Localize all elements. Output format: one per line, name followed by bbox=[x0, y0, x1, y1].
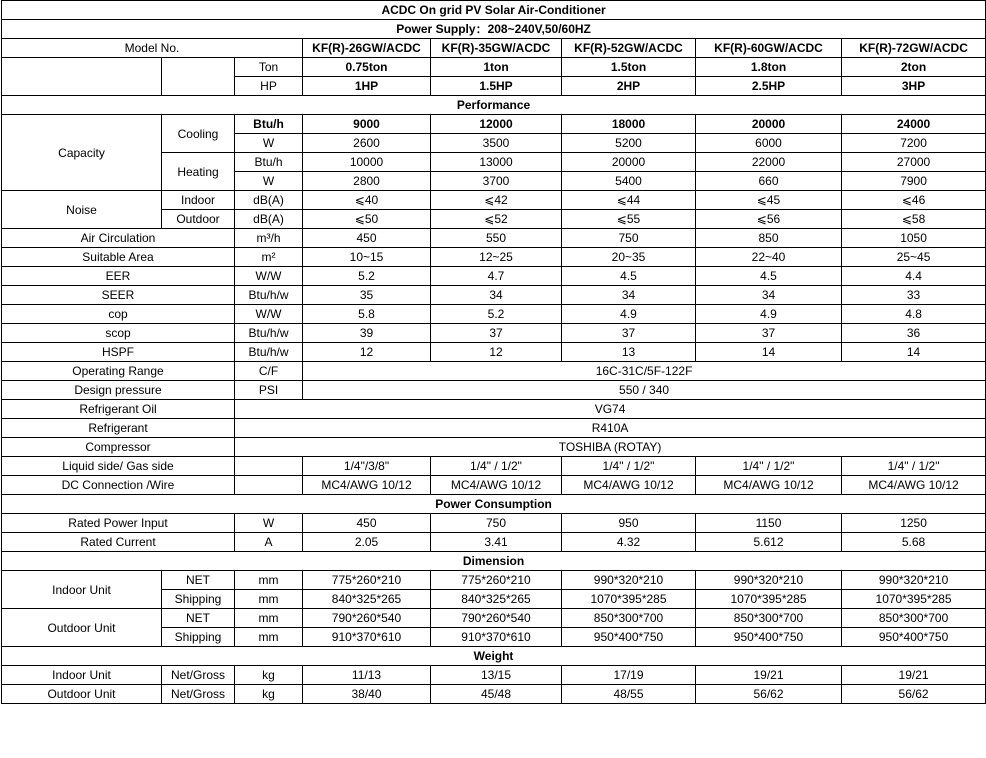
value-cell: MC4/AWG 10/12 bbox=[562, 476, 696, 495]
value-cell: ⩽45 bbox=[696, 191, 842, 210]
unit-cell: W bbox=[235, 134, 303, 153]
refrigerant-row bbox=[2, 419, 986, 438]
value-cell: 20000 bbox=[696, 115, 842, 134]
value-cell: 13/15 bbox=[431, 666, 562, 685]
value-cell: 34 bbox=[562, 286, 696, 305]
unit-cell: W/W bbox=[235, 267, 303, 286]
value-cell: 6000 bbox=[696, 134, 842, 153]
ton-value: 1.8ton bbox=[696, 58, 842, 77]
value-cell: 790*260*540 bbox=[431, 609, 562, 628]
unit-cell: kg bbox=[235, 685, 303, 704]
value-cell: 950*400*750 bbox=[696, 628, 842, 647]
value-cell: 775*260*210 bbox=[303, 571, 431, 590]
unit-cell: mm bbox=[235, 571, 303, 590]
value-cell: 12000 bbox=[431, 115, 562, 134]
row-label: Air Circulation bbox=[2, 229, 235, 248]
value-cell: ⩽50 bbox=[303, 210, 431, 229]
value-cell: MC4/AWG 10/12 bbox=[303, 476, 431, 495]
value-cell: 775*260*210 bbox=[431, 571, 562, 590]
value-cell: 45/48 bbox=[431, 685, 562, 704]
value-cell: 35 bbox=[303, 286, 431, 305]
noise-outdoor-label: Outdoor bbox=[162, 210, 235, 229]
hspf-row bbox=[2, 343, 986, 362]
unit-cell: mm bbox=[235, 609, 303, 628]
value-cell: 36 bbox=[842, 324, 986, 343]
value-cell: 56/62 bbox=[696, 685, 842, 704]
weight-indoor-row bbox=[2, 666, 986, 685]
seer-row bbox=[2, 286, 986, 305]
value-cell: 850*300*700 bbox=[562, 609, 696, 628]
unit-cell: m³/h bbox=[235, 229, 303, 248]
model-row bbox=[2, 39, 986, 58]
row-label: Compressor bbox=[2, 438, 235, 457]
value-cell: ⩽46 bbox=[842, 191, 986, 210]
row-label: HSPF bbox=[2, 343, 235, 362]
rated-current-row bbox=[2, 533, 986, 552]
value-cell: 5.612 bbox=[696, 533, 842, 552]
value-cell: 37 bbox=[431, 324, 562, 343]
section-heading: Dimension bbox=[2, 552, 986, 571]
value-cell: ⩽52 bbox=[431, 210, 562, 229]
title-row bbox=[2, 1, 986, 20]
section-heading: Performance bbox=[2, 96, 986, 115]
value-cell: 2800 bbox=[303, 172, 431, 191]
row-label: Liquid side/ Gas side bbox=[2, 457, 235, 476]
value-cell: 850*300*700 bbox=[696, 609, 842, 628]
unit-cell: W bbox=[235, 172, 303, 191]
value-cell: 750 bbox=[562, 229, 696, 248]
noise-label: Noise bbox=[2, 191, 162, 229]
unit-cell: dB(A) bbox=[235, 191, 303, 210]
unit-cell: mm bbox=[235, 628, 303, 647]
section-heading: Weight bbox=[2, 647, 986, 666]
value-cell: 5.2 bbox=[303, 267, 431, 286]
indoor-unit-label: Indoor Unit bbox=[2, 571, 162, 609]
unit-cell: Btu/h bbox=[235, 153, 303, 172]
value-cell: 990*320*210 bbox=[562, 571, 696, 590]
suitable-area-row bbox=[2, 248, 986, 267]
net-label: NET bbox=[162, 571, 235, 590]
ton-value: 1.5ton bbox=[562, 58, 696, 77]
model-name: KF(R)-52GW/ACDC bbox=[562, 39, 696, 58]
indoor-net-row bbox=[2, 571, 986, 590]
operating-range-row bbox=[2, 362, 986, 381]
model-label: Model No. bbox=[2, 39, 303, 58]
unit-cell: mm bbox=[235, 590, 303, 609]
value-cell: 12 bbox=[431, 343, 562, 362]
value-cell: 450 bbox=[303, 229, 431, 248]
value-cell: MC4/AWG 10/12 bbox=[696, 476, 842, 495]
row-label: cop bbox=[2, 305, 235, 324]
ton-value: 1ton bbox=[431, 58, 562, 77]
value-cell: 1/4" / 1/2" bbox=[842, 457, 986, 476]
value-cell: 5.2 bbox=[431, 305, 562, 324]
value-cell: 13 bbox=[562, 343, 696, 362]
value-cell: 990*320*210 bbox=[842, 571, 986, 590]
unit-cell: Btu/h/w bbox=[235, 343, 303, 362]
section-performance bbox=[2, 96, 986, 115]
value-cell: 2600 bbox=[303, 134, 431, 153]
value-cell: 750 bbox=[431, 514, 562, 533]
value-cell: 550 bbox=[431, 229, 562, 248]
value-cell: 790*260*540 bbox=[303, 609, 431, 628]
value-cell: 4.7 bbox=[431, 267, 562, 286]
value-cell: 1050 bbox=[842, 229, 986, 248]
power-supply-row bbox=[2, 20, 986, 39]
value-cell: 10000 bbox=[303, 153, 431, 172]
value-cell: ⩽44 bbox=[562, 191, 696, 210]
value-cell: 37 bbox=[696, 324, 842, 343]
value-cell: 19/21 bbox=[696, 666, 842, 685]
value-cell: 24000 bbox=[842, 115, 986, 134]
value-cell: 4.5 bbox=[696, 267, 842, 286]
value-cell: ⩽56 bbox=[696, 210, 842, 229]
capacity-label: Capacity bbox=[2, 115, 162, 191]
section-power-consumption bbox=[2, 495, 986, 514]
ton-row bbox=[2, 58, 986, 77]
value-cell: 11/13 bbox=[303, 666, 431, 685]
scop-row bbox=[2, 324, 986, 343]
row-label: Suitable Area bbox=[2, 248, 235, 267]
value-cell: 1250 bbox=[842, 514, 986, 533]
row-label: EER bbox=[2, 267, 235, 286]
value-cell: 840*325*265 bbox=[431, 590, 562, 609]
row-label: SEER bbox=[2, 286, 235, 305]
value-cell: 14 bbox=[842, 343, 986, 362]
value-cell: 1150 bbox=[696, 514, 842, 533]
value-cell: 34 bbox=[431, 286, 562, 305]
value-cell: 1/4"/3/8" bbox=[303, 457, 431, 476]
sub-label: Net/Gross bbox=[162, 666, 235, 685]
value-cell: 3700 bbox=[431, 172, 562, 191]
cop-row bbox=[2, 305, 986, 324]
eer-row bbox=[2, 267, 986, 286]
shipping-label: Shipping bbox=[162, 590, 235, 609]
value-cell: 22~40 bbox=[696, 248, 842, 267]
value-cell: 990*320*210 bbox=[696, 571, 842, 590]
value-cell: 7900 bbox=[842, 172, 986, 191]
section-dimension bbox=[2, 552, 986, 571]
heating-label: Heating bbox=[162, 153, 235, 191]
value-cell: 18000 bbox=[562, 115, 696, 134]
unit-cell: HP bbox=[235, 77, 303, 96]
value-cell: 27000 bbox=[842, 153, 986, 172]
unit-cell: dB(A) bbox=[235, 210, 303, 229]
blank-cell bbox=[162, 58, 235, 96]
unit-cell: W/W bbox=[235, 305, 303, 324]
hp-value: 2.5HP bbox=[696, 77, 842, 96]
value-cell: 7200 bbox=[842, 134, 986, 153]
value-cell: 910*370*610 bbox=[431, 628, 562, 647]
value-cell: 1070*395*285 bbox=[696, 590, 842, 609]
row-label: Design pressure bbox=[2, 381, 235, 400]
value-cell: 4.4 bbox=[842, 267, 986, 286]
unit-cell: A bbox=[235, 533, 303, 552]
row-label: Indoor Unit bbox=[2, 666, 162, 685]
value-cell: 10~15 bbox=[303, 248, 431, 267]
value-cell: 5200 bbox=[562, 134, 696, 153]
sub-label: Net/Gross bbox=[162, 685, 235, 704]
shipping-label: Shipping bbox=[162, 628, 235, 647]
model-name: KF(R)-26GW/ACDC bbox=[303, 39, 431, 58]
hp-value: 2HP bbox=[562, 77, 696, 96]
model-name: KF(R)-60GW/ACDC bbox=[696, 39, 842, 58]
blank-cell bbox=[235, 457, 303, 476]
value-cell: ⩽58 bbox=[842, 210, 986, 229]
value-cell: 25~45 bbox=[842, 248, 986, 267]
value-cell: ⩽42 bbox=[431, 191, 562, 210]
unit-cell: Btu/h/w bbox=[235, 324, 303, 343]
value-cell: 38/40 bbox=[303, 685, 431, 704]
row-label: Rated Power Input bbox=[2, 514, 235, 533]
value-cell: 3500 bbox=[431, 134, 562, 153]
value-cell: 12~25 bbox=[431, 248, 562, 267]
cooling-btu-row bbox=[2, 115, 986, 134]
value-cell: MC4/AWG 10/12 bbox=[842, 476, 986, 495]
value-cell: 9000 bbox=[303, 115, 431, 134]
unit-cell: C/F bbox=[235, 362, 303, 381]
unit-cell: Btu/h bbox=[235, 115, 303, 134]
row-label: scop bbox=[2, 324, 235, 343]
value-cell: 1/4" / 1/2" bbox=[431, 457, 562, 476]
unit-cell: kg bbox=[235, 666, 303, 685]
value-cell: 850 bbox=[696, 229, 842, 248]
value-cell: 20000 bbox=[562, 153, 696, 172]
dc-connection-row bbox=[2, 476, 986, 495]
value-cell: 16C-31C/5F-122F bbox=[303, 362, 986, 381]
hp-value: 1.5HP bbox=[431, 77, 562, 96]
noise-indoor-label: Indoor bbox=[162, 191, 235, 210]
value-cell: 17/19 bbox=[562, 666, 696, 685]
spec-table bbox=[1, 0, 986, 704]
section-heading: Power Consumption bbox=[2, 495, 986, 514]
blank-cell bbox=[235, 476, 303, 495]
value-cell: 660 bbox=[696, 172, 842, 191]
refrigerant-oil-row bbox=[2, 400, 986, 419]
rated-power-row bbox=[2, 514, 986, 533]
value-cell: 20~35 bbox=[562, 248, 696, 267]
row-label: Refrigerant Oil bbox=[2, 400, 235, 419]
weight-outdoor-row bbox=[2, 685, 986, 704]
cooling-label: Cooling bbox=[162, 115, 235, 153]
value-cell: 950*400*750 bbox=[562, 628, 696, 647]
value-cell: ⩽40 bbox=[303, 191, 431, 210]
outdoor-unit-label: Outdoor Unit bbox=[2, 609, 162, 647]
value-cell: 2.05 bbox=[303, 533, 431, 552]
value-cell: 12 bbox=[303, 343, 431, 362]
value-cell: 39 bbox=[303, 324, 431, 343]
blank-cell bbox=[2, 58, 162, 96]
hp-value: 3HP bbox=[842, 77, 986, 96]
unit-cell: Ton bbox=[235, 58, 303, 77]
value-cell: 22000 bbox=[696, 153, 842, 172]
unit-cell: Btu/h/w bbox=[235, 286, 303, 305]
value-cell: 910*370*610 bbox=[303, 628, 431, 647]
ton-value: 2ton bbox=[842, 58, 986, 77]
value-cell: 56/62 bbox=[842, 685, 986, 704]
design-pressure-row bbox=[2, 381, 986, 400]
row-label: DC Connection /Wire bbox=[2, 476, 235, 495]
value-cell: 450 bbox=[303, 514, 431, 533]
value-cell: TOSHIBA (ROTAY) bbox=[235, 438, 986, 457]
value-cell: 840*325*265 bbox=[303, 590, 431, 609]
unit-cell: m² bbox=[235, 248, 303, 267]
page-title: ACDC On grid PV Solar Air-Conditioner bbox=[2, 1, 986, 20]
air-circulation-row bbox=[2, 229, 986, 248]
noise-indoor-row bbox=[2, 191, 986, 210]
value-cell: 5400 bbox=[562, 172, 696, 191]
unit-cell: PSI bbox=[235, 381, 303, 400]
value-cell: 14 bbox=[696, 343, 842, 362]
value-cell: 4.9 bbox=[562, 305, 696, 324]
value-cell: 950*400*750 bbox=[842, 628, 986, 647]
value-cell: 5.68 bbox=[842, 533, 986, 552]
outdoor-net-row bbox=[2, 609, 986, 628]
hp-value: 1HP bbox=[303, 77, 431, 96]
value-cell: 33 bbox=[842, 286, 986, 305]
value-cell: 48/55 bbox=[562, 685, 696, 704]
unit-cell: W bbox=[235, 514, 303, 533]
value-cell: 4.8 bbox=[842, 305, 986, 324]
value-cell: 13000 bbox=[431, 153, 562, 172]
value-cell: ⩽55 bbox=[562, 210, 696, 229]
value-cell: 4.9 bbox=[696, 305, 842, 324]
model-name: KF(R)-72GW/ACDC bbox=[842, 39, 986, 58]
row-label: Rated Current bbox=[2, 533, 235, 552]
value-cell: 1/4" / 1/2" bbox=[696, 457, 842, 476]
value-cell: 4.32 bbox=[562, 533, 696, 552]
value-cell: 34 bbox=[696, 286, 842, 305]
model-name: KF(R)-35GW/ACDC bbox=[431, 39, 562, 58]
value-cell: 850*300*700 bbox=[842, 609, 986, 628]
ton-value: 0.75ton bbox=[303, 58, 431, 77]
value-cell: MC4/AWG 10/12 bbox=[431, 476, 562, 495]
section-weight bbox=[2, 647, 986, 666]
net-label: NET bbox=[162, 609, 235, 628]
row-label: Operating Range bbox=[2, 362, 235, 381]
compressor-row bbox=[2, 438, 986, 457]
power-supply: Power Supply：208~240V,50/60HZ bbox=[2, 20, 986, 39]
value-cell: 1/4" / 1/2" bbox=[562, 457, 696, 476]
value-cell: 4.5 bbox=[562, 267, 696, 286]
value-cell: 1070*395*285 bbox=[842, 590, 986, 609]
row-label: Refrigerant bbox=[2, 419, 235, 438]
value-cell: 5.8 bbox=[303, 305, 431, 324]
value-cell: 19/21 bbox=[842, 666, 986, 685]
liquid-gas-row bbox=[2, 457, 986, 476]
row-label: Outdoor Unit bbox=[2, 685, 162, 704]
value-cell: R410A bbox=[235, 419, 986, 438]
value-cell: 550 / 340 bbox=[303, 381, 986, 400]
value-cell: 1070*395*285 bbox=[562, 590, 696, 609]
value-cell: 3.41 bbox=[431, 533, 562, 552]
value-cell: 950 bbox=[562, 514, 696, 533]
value-cell: 37 bbox=[562, 324, 696, 343]
value-cell: VG74 bbox=[235, 400, 986, 419]
